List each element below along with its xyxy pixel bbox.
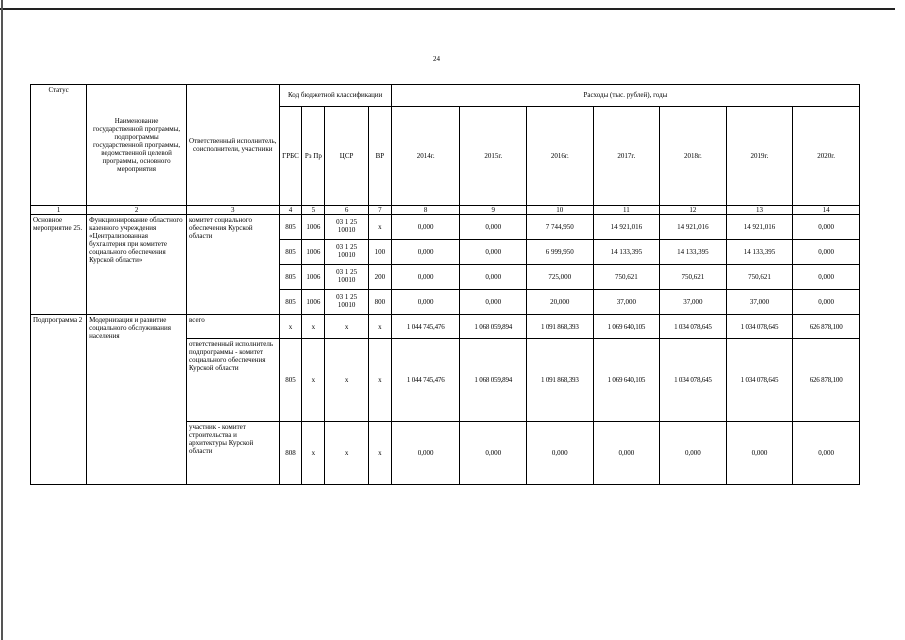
cell-value: 1 068 059,894 [460, 315, 527, 339]
cell-value: 6 999,950 [527, 240, 594, 265]
cell-value: 0,000 [793, 215, 860, 240]
header-responsible: Ответственный исполнитель, соисполнители, участники [186, 85, 279, 206]
cell-value: 725,000 [527, 265, 594, 290]
cell-grbs: 805 [279, 215, 302, 240]
column-number: 5 [302, 206, 325, 215]
cell-csr: x [325, 422, 369, 485]
cell-vr: x [368, 339, 391, 422]
page-number: 24 [433, 55, 440, 63]
cell-rzpr: 1006 [302, 290, 325, 315]
row-status: Подпрограмма 2 [31, 315, 87, 485]
row-name: Функционирование областного казенного учреждения «Централизованная бухгалтерия при комитете социального обеспечения Курской области» [87, 215, 187, 315]
cell-value: 0,000 [793, 422, 860, 485]
cell-vr: x [368, 422, 391, 485]
cell-rzpr: x [302, 339, 325, 422]
cell-value: 0,000 [793, 290, 860, 315]
cell-grbs: 805 [279, 290, 302, 315]
cell-csr: 03 1 25 10010 [325, 215, 369, 240]
cell-csr: x [325, 315, 369, 339]
column-number: 13 [726, 206, 793, 215]
cell-value: 1 034 078,645 [660, 339, 727, 422]
cell-value: 626 878,100 [793, 315, 860, 339]
cell-value: 1 034 078,645 [660, 315, 727, 339]
column-number: 14 [793, 206, 860, 215]
cell-value: 0,000 [460, 422, 527, 485]
cell-grbs: 805 [279, 240, 302, 265]
cell-value: 1 091 868,393 [527, 315, 594, 339]
budget-table [30, 84, 860, 485]
cell-value: 750,621 [660, 265, 727, 290]
cell-value: 37,000 [593, 290, 660, 315]
column-number: 4 [279, 206, 302, 215]
cell-value: 7 744,950 [527, 215, 594, 240]
cell-value: 20,000 [527, 290, 594, 315]
header-year-2015: 2015г. [460, 107, 527, 206]
header-year-2020: 2020г. [793, 107, 860, 206]
column-number: 10 [527, 206, 594, 215]
cell-value: 1 044 745,476 [391, 315, 460, 339]
column-number: 1 [31, 206, 87, 215]
cell-value: 0,000 [527, 422, 594, 485]
table-row [31, 315, 860, 339]
cell-value: 0,000 [460, 290, 527, 315]
cell-vr: x [368, 315, 391, 339]
cell-value: 1 069 640,105 [593, 315, 660, 339]
cell-value: 0,000 [391, 240, 460, 265]
cell-value: 750,621 [726, 265, 793, 290]
top-border-line [0, 8, 895, 10]
header-rzpr: Рз Пр [302, 107, 325, 206]
cell-value: 0,000 [460, 240, 527, 265]
cell-value: 14 921,016 [593, 215, 660, 240]
table-row [31, 215, 860, 240]
cell-value: 0,000 [460, 215, 527, 240]
header-expenses: Расходы (тыс. рублей), годы [391, 85, 859, 107]
header-budget-code: Код бюджетной классификации [279, 85, 391, 107]
header-year-2016: 2016г. [527, 107, 594, 206]
column-number: 6 [325, 206, 369, 215]
row-responsible: участник - комитет строительства и архитектуры Курской области [186, 422, 279, 485]
cell-value: 37,000 [726, 290, 793, 315]
cell-value: 0,000 [793, 240, 860, 265]
header-year-2018: 2018г. [660, 107, 727, 206]
row-name: Модернизация и развитие социального обслуживания населения [87, 315, 187, 485]
column-number: 8 [391, 206, 460, 215]
row-responsible: ответственный исполнитель подпрограммы - комитет социального обеспечения Курской области [186, 339, 279, 422]
header-row-1 [31, 85, 860, 107]
header-year-2014: 2014г. [391, 107, 460, 206]
row-responsible: всего [186, 315, 279, 339]
cell-value: 1 034 078,645 [726, 339, 793, 422]
cell-rzpr: 1006 [302, 265, 325, 290]
cell-value: 1 034 078,645 [726, 315, 793, 339]
cell-vr: 100 [368, 240, 391, 265]
cell-grbs: 805 [279, 339, 302, 422]
header-grbs: ГРБС [279, 107, 302, 206]
header-year-2019: 2019г. [726, 107, 793, 206]
column-number: 2 [87, 206, 187, 215]
column-number: 9 [460, 206, 527, 215]
cell-rzpr: 1006 [302, 240, 325, 265]
column-number: 11 [593, 206, 660, 215]
column-number: 12 [660, 206, 727, 215]
cell-value: 0,000 [391, 290, 460, 315]
column-number: 3 [186, 206, 279, 215]
column-number: 7 [368, 206, 391, 215]
cell-value: 750,621 [593, 265, 660, 290]
cell-rzpr: x [302, 315, 325, 339]
cell-value: 0,000 [391, 422, 460, 485]
cell-value: 0,000 [726, 422, 793, 485]
cell-vr: 200 [368, 265, 391, 290]
cell-rzpr: x [302, 422, 325, 485]
cell-value: 1 091 868,393 [527, 339, 594, 422]
cell-vr: x [368, 215, 391, 240]
cell-value: 0,000 [391, 215, 460, 240]
cell-rzpr: 1006 [302, 215, 325, 240]
cell-value: 1 044 745,476 [391, 339, 460, 422]
left-border-line [1, 0, 3, 640]
cell-value: 0,000 [660, 422, 727, 485]
cell-grbs: 805 [279, 265, 302, 290]
cell-csr: 03 1 25 10010 [325, 240, 369, 265]
header-vr: ВР [368, 107, 391, 206]
cell-value: 14 133,395 [593, 240, 660, 265]
header-year-2017: 2017г. [593, 107, 660, 206]
cell-csr: x [325, 339, 369, 422]
cell-grbs: x [279, 315, 302, 339]
cell-value: 0,000 [593, 422, 660, 485]
cell-value: 0,000 [391, 265, 460, 290]
cell-value: 14 921,016 [726, 215, 793, 240]
cell-csr: 03 1 25 10010 [325, 290, 369, 315]
cell-value: 14 921,016 [660, 215, 727, 240]
cell-grbs: 808 [279, 422, 302, 485]
header-csr: ЦСР [325, 107, 369, 206]
column-number-row [31, 206, 860, 215]
cell-csr: 03 1 25 10010 [325, 265, 369, 290]
cell-value: 14 133,395 [660, 240, 727, 265]
cell-value: 1 069 640,105 [593, 339, 660, 422]
cell-value: 626 878,100 [793, 339, 860, 422]
row-status: Основное мероприятие 25. [31, 215, 87, 315]
cell-vr: 800 [368, 290, 391, 315]
cell-value: 1 068 059,894 [460, 339, 527, 422]
header-status: Статус [31, 85, 87, 206]
cell-value: 0,000 [793, 265, 860, 290]
header-name: Наименование государственной программы, подпрограммы государственной программы, ведомственной целевой программы, основного мероприятия [87, 85, 187, 206]
cell-value: 14 133,395 [726, 240, 793, 265]
cell-value: 0,000 [460, 265, 527, 290]
cell-value: 37,000 [660, 290, 727, 315]
row-responsible: комитет социального обеспечения Курской области [186, 215, 279, 315]
